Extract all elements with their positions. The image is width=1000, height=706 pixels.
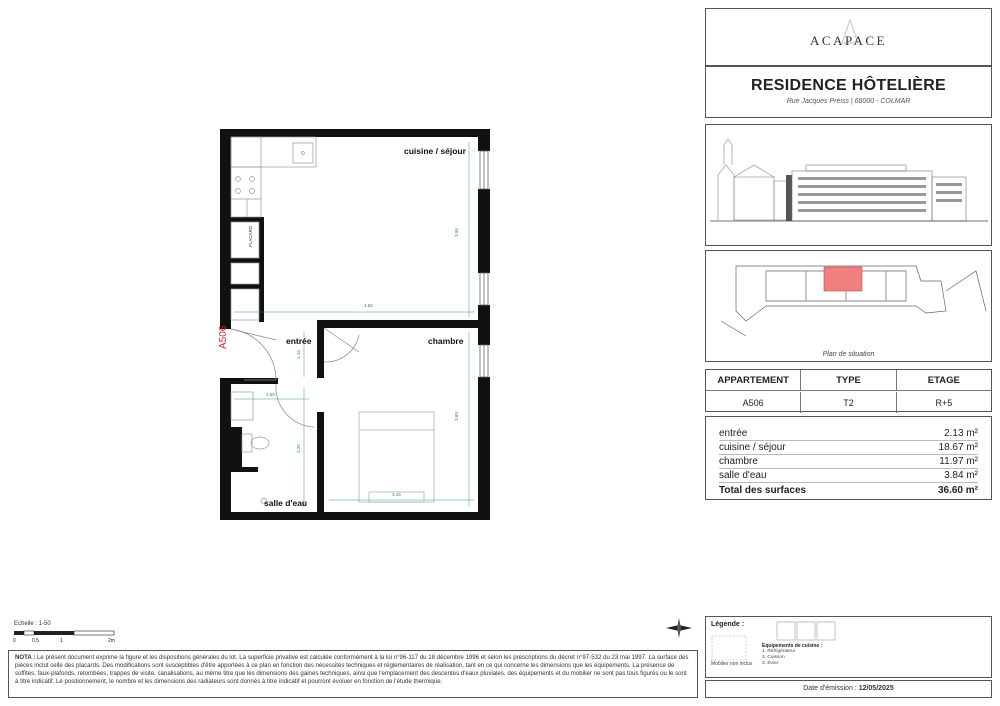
residence-address: Rue Jacques Preiss | 68000 - COLMAR bbox=[786, 98, 911, 105]
surface-total-value: 36.60 m² bbox=[937, 484, 978, 496]
surface-label: cuisine / séjour bbox=[719, 442, 786, 453]
value-appartement: A506 bbox=[706, 392, 801, 413]
elevation-windows bbox=[798, 177, 962, 212]
surface-row bbox=[719, 469, 978, 483]
elevation-panel bbox=[705, 124, 992, 246]
placard-label: PLACARD bbox=[248, 225, 254, 248]
surface-value: 2.13 m² bbox=[944, 428, 978, 439]
issue-date-value: 12/05/2025 bbox=[858, 685, 894, 692]
dim-height-living: 3.95 bbox=[453, 228, 459, 237]
scale-tick-0: 0 bbox=[13, 638, 16, 644]
bath-door bbox=[276, 384, 314, 427]
dim-height-chambre: 3.80 bbox=[453, 412, 459, 421]
header-appartement: APPARTEMENT bbox=[706, 370, 801, 390]
room-label-cuisine: cuisine / séjour bbox=[404, 146, 466, 156]
surface-row bbox=[719, 427, 978, 441]
residence-title: RESIDENCE HÔTELIÈRE bbox=[750, 77, 947, 94]
closets bbox=[231, 222, 259, 320]
surface-value: 11.97 m² bbox=[939, 456, 978, 467]
bed bbox=[359, 412, 434, 502]
scale-tick-05: 0.5 bbox=[32, 638, 39, 644]
building-elevation-drawing bbox=[706, 125, 991, 245]
dim-height-entree: 1.15 bbox=[295, 350, 301, 359]
chambre-door bbox=[324, 328, 359, 362]
surface-row bbox=[719, 441, 978, 455]
brand-logo: ACAPACE bbox=[810, 33, 887, 48]
legend-equipements-title: Equipements de cuisine : bbox=[762, 643, 823, 649]
room-label-entree: entrée bbox=[286, 336, 312, 346]
floor-plan-drawing bbox=[214, 122, 496, 526]
scale-label: Echelle : 1-50 bbox=[14, 621, 51, 627]
entry-door bbox=[231, 329, 276, 380]
value-etage: R+5 bbox=[935, 397, 953, 408]
kitchen-equipment-icon bbox=[776, 621, 836, 641]
header-etage: ETAGE bbox=[927, 374, 960, 386]
room-label-chambre: chambre bbox=[428, 336, 464, 346]
nota-text: Le présent document exprime la figure et les dispositions générales du lot. La superficie privative est calculée conformément à la loi n°96-117 du 18 décembre 1996 et selon les prescriptions du décret n°97-532 du 23 mai 1997. La surface des pièces inclut celle des placards. Des modifications sont susceptibles d'être apportées à ce plan en fonction des nécessités techniques et réglementaires de réalisation, tant en ce qui concerne les dimensions que les équipements. La présence de soffites, faux-plafonds, retombées, trappes de visite, canalisations, au même titre que les dimensions des gaines techniques, ainsi que l'emplacement des descentes d'eaux pluviales, des équipements et du mobilier ne sont pas tous figurés ou le sont à titre indicatif. Le positionnement, le nombre et les dimensions des radiateurs sont donnés à titre indicatif et pourront évoluer en fonction de l'étude thermique. bbox=[15, 654, 689, 685]
surface-total-row bbox=[719, 483, 978, 497]
surface-value: 3.84 m² bbox=[944, 470, 978, 481]
title-panel bbox=[705, 66, 992, 118]
nota-label: NOTA : bbox=[15, 654, 36, 661]
dim-height-bath: 2.35 bbox=[295, 444, 301, 453]
situation-plan-drawing bbox=[706, 251, 991, 351]
info-value-row bbox=[706, 392, 991, 413]
kitchen-counter bbox=[231, 137, 316, 217]
legend-equipement-item: 3. Evier bbox=[762, 661, 779, 666]
surface-label: chambre bbox=[719, 456, 758, 467]
legend-title: Légende : bbox=[711, 621, 745, 628]
apartment-info-table bbox=[705, 369, 992, 412]
furniture-symbol-icon bbox=[711, 635, 747, 661]
value-type: T2 bbox=[801, 392, 896, 413]
surface-label: entrée bbox=[719, 428, 748, 439]
legend-equipement-item: 1. Réfrigérateur bbox=[762, 649, 796, 654]
header-type: TYPE bbox=[801, 370, 896, 390]
scale-bar bbox=[13, 630, 123, 648]
surface-value: 18.67 m² bbox=[938, 442, 978, 453]
dim-width-living: 4.55 bbox=[364, 303, 373, 308]
apartment-highlight bbox=[824, 267, 862, 291]
surface-row bbox=[719, 455, 978, 469]
scale-tick-1: 1 bbox=[60, 638, 63, 644]
dim-width-chambre: 3.15 bbox=[392, 492, 401, 497]
date-panel bbox=[705, 680, 992, 698]
scale-tick-2: 2m bbox=[108, 638, 115, 644]
situation-panel bbox=[705, 250, 992, 362]
room-label-salle: salle d'eau bbox=[264, 498, 308, 508]
issue-date-label: Date d'émission : bbox=[803, 685, 857, 692]
legend-equipement-item: 2. Cuisson bbox=[762, 655, 785, 660]
legend-panel bbox=[705, 616, 992, 678]
situation-caption: Plan de situation bbox=[822, 351, 875, 358]
apartment-id-label: A506 bbox=[218, 325, 229, 349]
surfaces-panel bbox=[705, 416, 992, 500]
surface-total-label: Total des surfaces bbox=[719, 484, 807, 496]
walls bbox=[220, 129, 490, 520]
issue-date bbox=[706, 685, 991, 692]
north-arrow-icon bbox=[664, 616, 694, 640]
dim-width-bath: 1.55 bbox=[266, 392, 275, 397]
legend-mobilier: Mobilier non inclus bbox=[711, 661, 753, 667]
surface-label: salle d'eau bbox=[719, 470, 767, 481]
info-header-row bbox=[706, 370, 991, 391]
nota-panel bbox=[8, 650, 698, 698]
logo-panel bbox=[705, 8, 992, 66]
floor-plan bbox=[214, 122, 496, 526]
